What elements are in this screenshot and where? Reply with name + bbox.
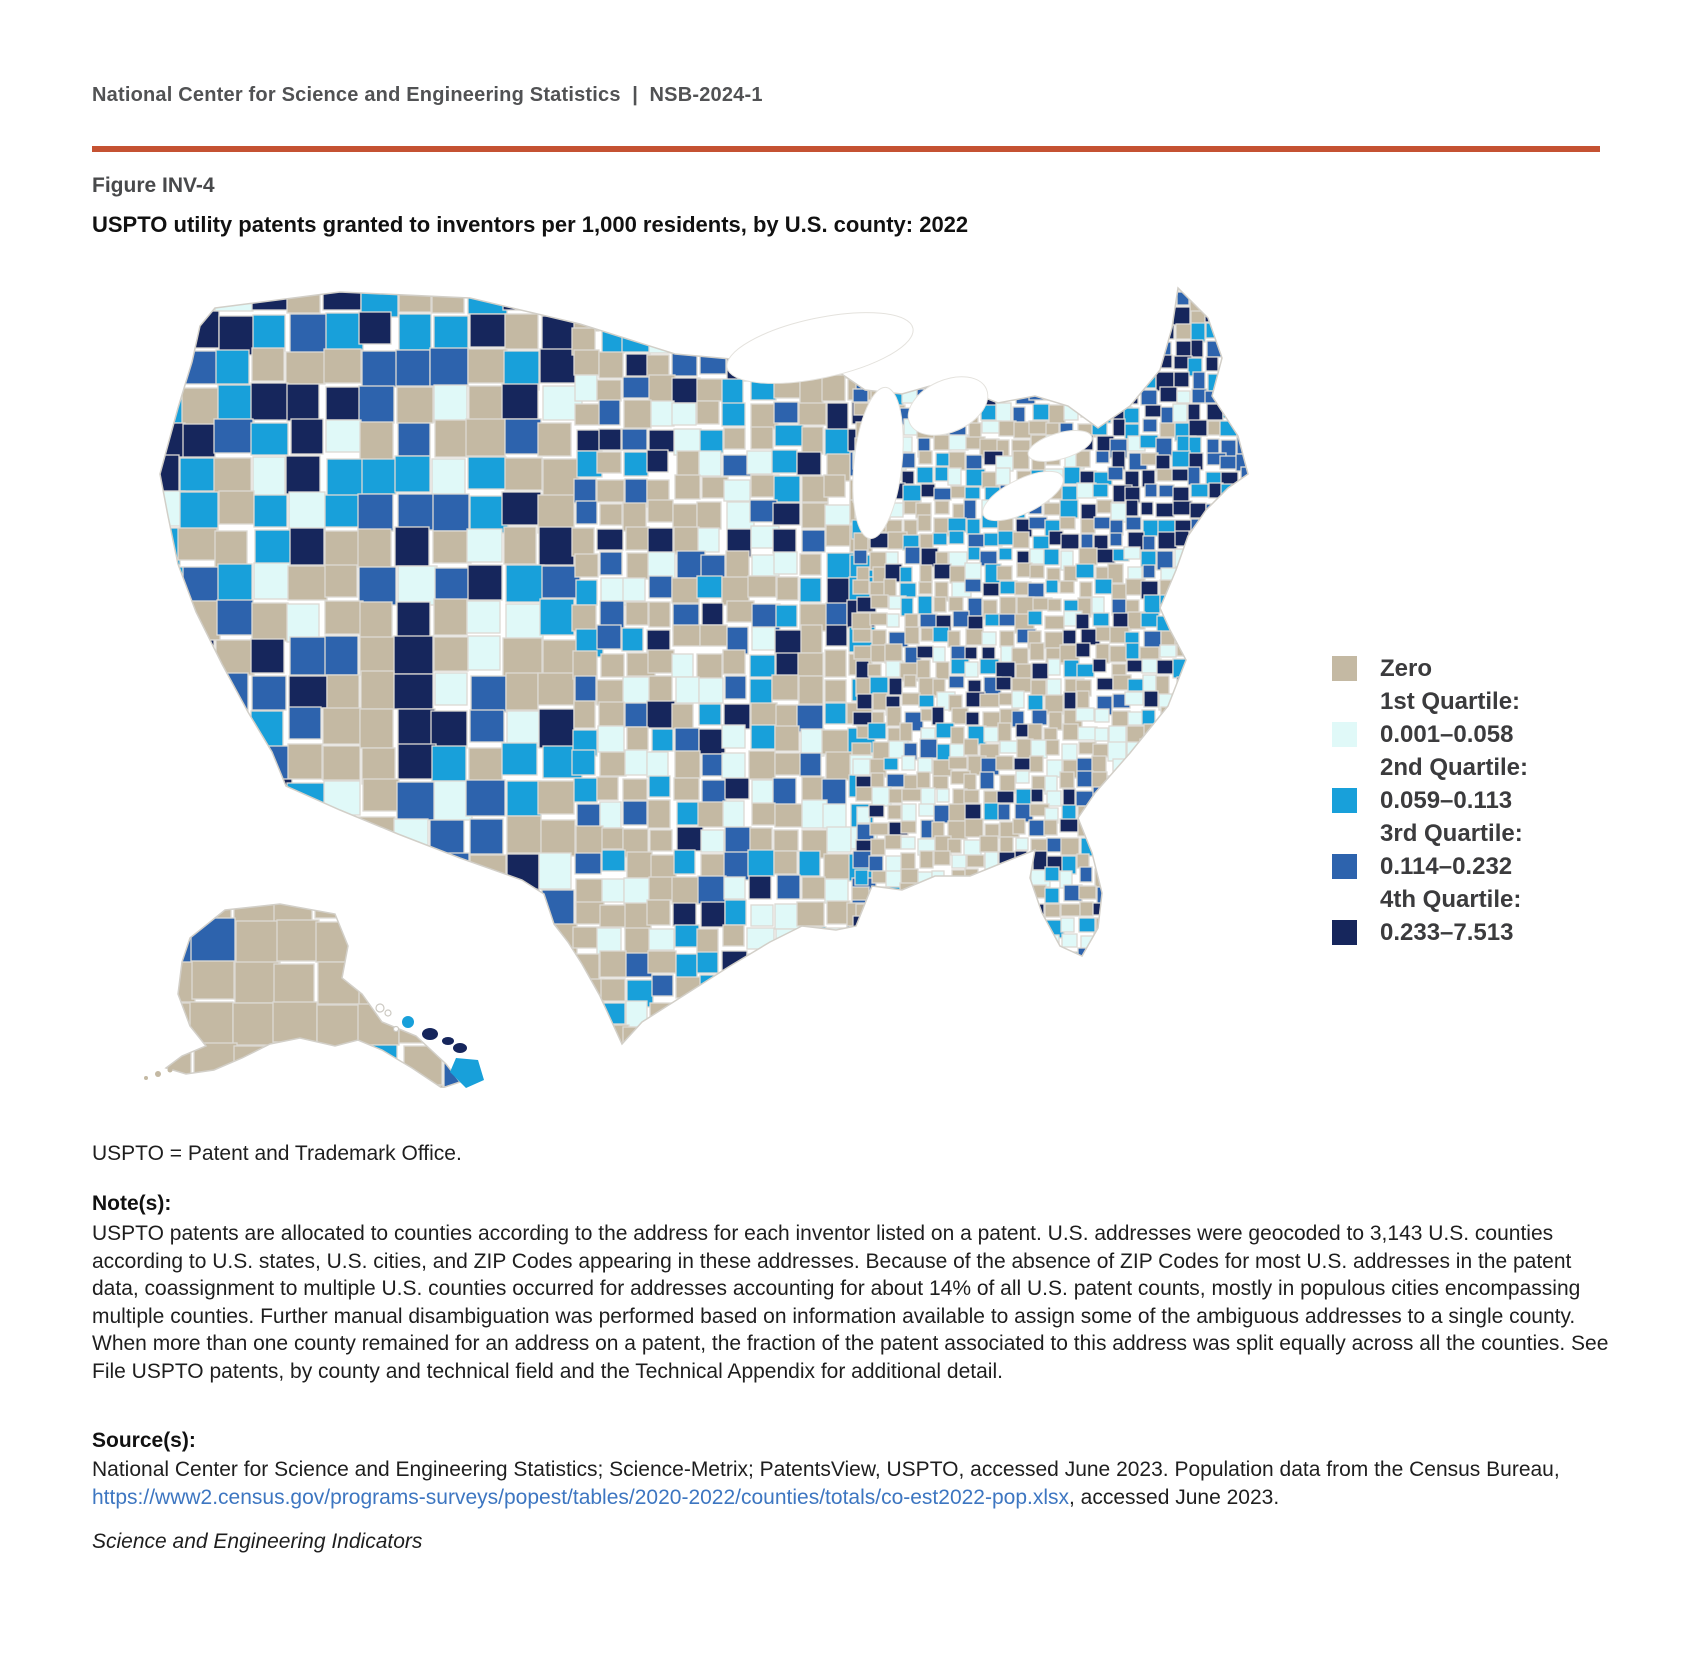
legend-label: 0.233–7.513	[1380, 918, 1514, 946]
indicators-footer: Science and Engineering Indicators	[92, 1530, 423, 1553]
aleutian-island	[155, 1071, 161, 1077]
us-county-map-svg	[130, 278, 1340, 1088]
legend-swatch-q2	[1332, 788, 1357, 813]
legend-label: Zero	[1380, 654, 1433, 682]
legend-swatch-q4	[1332, 920, 1357, 945]
legend-swatch-zero	[1332, 656, 1357, 681]
legend-row	[1332, 784, 1632, 817]
legend-row	[1332, 718, 1632, 751]
report-header: National Center for Science and Engineering Statistics | NSB-2024-1	[92, 84, 763, 106]
legend-label: 1st Quartile:	[1380, 687, 1521, 715]
source-link[interactable]: https://www2.census.gov/programs-surveys/popest/tables/2020-2022/counties/totals/co-est2022-pop.xlsx	[92, 1486, 1070, 1509]
hawaii-molokai	[442, 1037, 454, 1045]
figure-label: Figure INV-4	[92, 174, 215, 197]
legend-row	[1332, 652, 1632, 685]
sources-heading: Source(s):	[92, 1429, 196, 1452]
legend-label: 3rd Quartile:	[1380, 819, 1523, 847]
hawaii-oahu	[422, 1028, 438, 1040]
divider-rule	[92, 146, 1600, 152]
aleutian-island	[144, 1076, 148, 1080]
legend-row	[1332, 751, 1632, 784]
legend-row	[1332, 850, 1632, 883]
legend-swatch-q3	[1332, 854, 1357, 879]
legend-label: 0.114–0.232	[1380, 852, 1513, 880]
notes-text: USPTO patents are allocated to counties according to the address for each inventor listed on a patent. U.S. addresses were geocoded to 3,143 U.S. counties according to U.S. states, U.S. cities, and ZIP Codes appearing in these addresses. Because of the absence of ZIP Codes for most U.S. addresses in the patent data, coassignment to multiple U.S. counties occurred for addresses accounting for about 14% of all U.S. patent counts, mostly in populous cities encompassing multiple counties. Further manual disambiguation was performed based on information available to assign some of the ambiguous addresses to a single county. When more than one county remained for an address on a patent, the fraction of the patent associated to this address was split equally across all the counties. See File USPTO patents, by county and technical field and the Technical Appendix for additional detail.	[92, 1222, 1609, 1383]
sources-text	[92, 1456, 1616, 1512]
hawaii-island-outline	[376, 1004, 384, 1012]
legend-label: 4th Quartile:	[1380, 885, 1522, 913]
legend-row	[1332, 817, 1632, 850]
hawaii-island-outline	[385, 1010, 391, 1016]
hawaii-kauai	[402, 1016, 414, 1028]
aleutian-island	[168, 1068, 173, 1073]
mainland-county-mosaic	[142, 278, 1276, 1083]
source-text-pre: National Center for Science and Engineering Statistics; Science-Metrix; PatentsView, USPTO, accessed June 2023. Population data from the Census Bureau,	[92, 1458, 1560, 1481]
map-legend	[1332, 652, 1632, 949]
legend-row	[1332, 883, 1632, 916]
figure-title: USPTO utility patents granted to inventors per 1,000 residents, by U.S. county: 2022	[92, 212, 969, 237]
legend-label: 0.059–0.113	[1380, 786, 1513, 814]
source-text-post: , accessed June 2023.	[1069, 1486, 1280, 1509]
abbreviation-note: USPTO = Patent and Trademark Office.	[92, 1142, 462, 1165]
legend-row	[1332, 685, 1632, 718]
hawaii-maui	[453, 1043, 467, 1053]
legend-label: 0.001–0.058	[1380, 720, 1514, 748]
legend-label: 2nd Quartile:	[1380, 753, 1529, 781]
choropleth-map	[130, 278, 1340, 1088]
hawaii-niihau	[394, 1027, 399, 1032]
notes-heading: Note(s):	[92, 1192, 172, 1215]
legend-row	[1332, 916, 1632, 949]
legend-swatch-q1	[1332, 722, 1357, 747]
